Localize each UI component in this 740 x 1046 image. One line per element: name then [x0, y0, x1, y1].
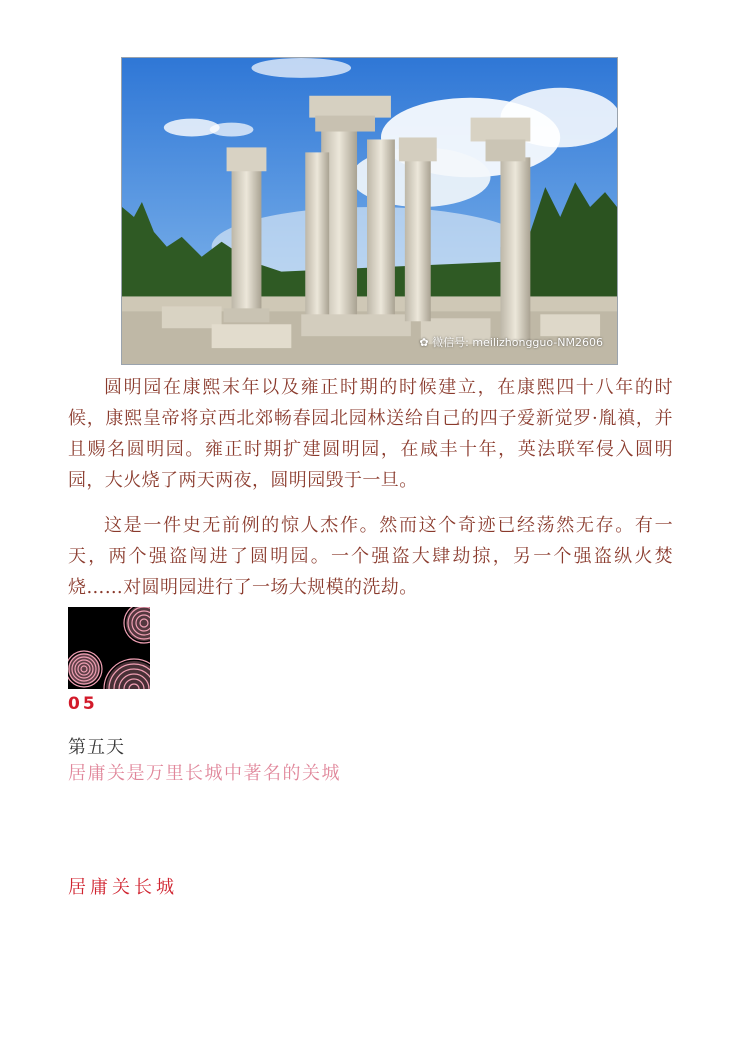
section-title: 居庸关长城 — [68, 877, 178, 898]
day-label: 第五天 — [68, 737, 125, 758]
section-subtitle: 居庸关是万里长城中著名的关城 — [68, 763, 341, 784]
decorative-circles-graphic — [68, 607, 150, 689]
paragraph-yuanmingyuan-history: 圆明园在康熙末年以及雍正时期的时候建立，在康熙四十八年的时候，康熙皇帝将京西北郊畅春园北园林送给自己的四子爱新觉罗·胤禛，并且赐名圆明园。雍正时期扩建圆明园，在咸丰十年，英法联军侵入圆明园，大火烧了两天两夜，圆明园毁于一旦。 — [68, 377, 673, 491]
wechat-icon: ✿ — [419, 336, 429, 349]
watermark-text: 微信号: meilizhongguo-NM2606 — [432, 336, 603, 349]
paragraph-yuanmingyuan-looting: 这是一件史无前例的惊人杰作。然而这个奇迹已经荡然无存。有一天，两个强盗闯进了圆明园。一个强盗大肆劫掠，另一个强盗纵火焚烧……对圆明园进行了一场大规模的洗劫。 — [68, 515, 673, 598]
ruins-photo — [121, 57, 618, 365]
photo-watermark — [419, 334, 603, 350]
section-number: 05 — [68, 694, 98, 714]
